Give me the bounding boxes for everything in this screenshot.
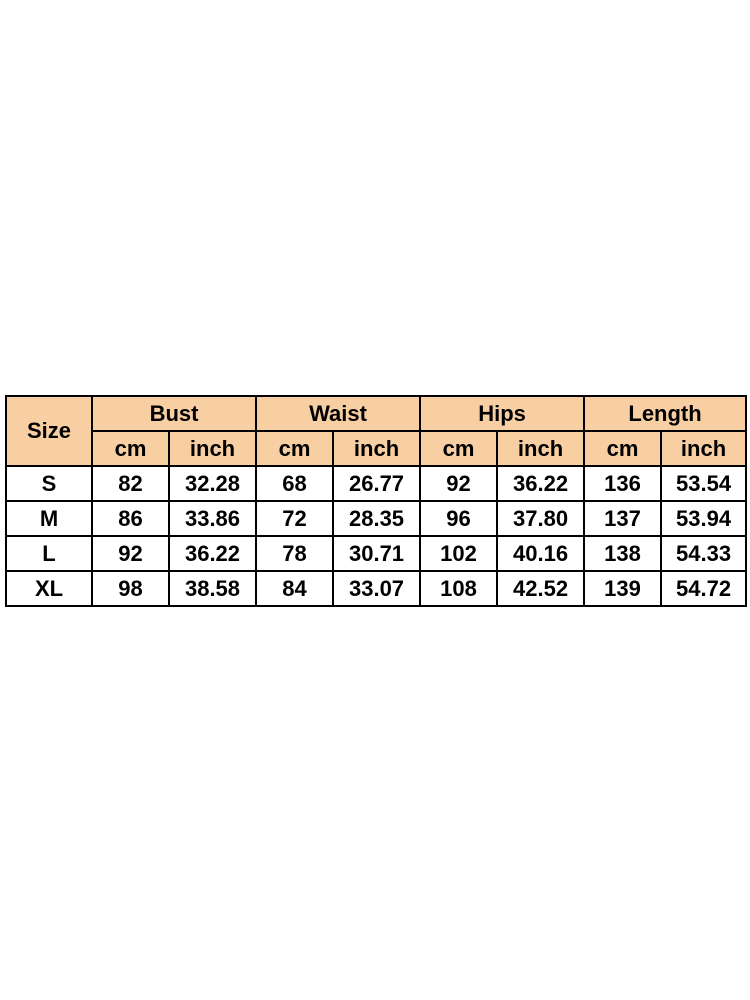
table-row-xl: [6, 571, 746, 606]
unit-header-length-inch: inch: [661, 431, 746, 466]
table-cell: 33.86: [169, 501, 256, 536]
table-cell: 38.58: [169, 571, 256, 606]
table-cell: 92: [92, 536, 169, 571]
group-header-hips: Hips: [420, 396, 584, 431]
unit-header-row: [6, 431, 746, 466]
table-cell: 54.72: [661, 571, 746, 606]
table-cell: 108: [420, 571, 497, 606]
table-row-l: [6, 536, 746, 571]
table-cell: 92: [420, 466, 497, 501]
table-cell: 72: [256, 501, 333, 536]
group-header-row: [6, 396, 746, 431]
table-cell: 68: [256, 466, 333, 501]
unit-header-hips-inch: inch: [497, 431, 584, 466]
group-header-waist: Waist: [256, 396, 420, 431]
table-row-m: [6, 501, 746, 536]
table-cell: 138: [584, 536, 661, 571]
unit-header-waist-cm: cm: [256, 431, 333, 466]
unit-header-bust-cm: cm: [92, 431, 169, 466]
table-cell: 137: [584, 501, 661, 536]
table-cell: 53.94: [661, 501, 746, 536]
table-cell: 54.33: [661, 536, 746, 571]
table-cell: 40.16: [497, 536, 584, 571]
table-cell: 36.22: [497, 466, 584, 501]
group-header-bust: Bust: [92, 396, 256, 431]
table-cell: 26.77: [333, 466, 420, 501]
table-cell: 84: [256, 571, 333, 606]
group-header-length: Length: [584, 396, 746, 431]
table-cell: 30.71: [333, 536, 420, 571]
size-header: Size: [6, 396, 92, 466]
unit-header-bust-inch: inch: [169, 431, 256, 466]
table-cell: 98: [92, 571, 169, 606]
table-cell: 136: [584, 466, 661, 501]
table-cell: 78: [256, 536, 333, 571]
size-chart-table: [5, 395, 747, 607]
table-cell: 53.54: [661, 466, 746, 501]
table-cell: 82: [92, 466, 169, 501]
table-cell: 42.52: [497, 571, 584, 606]
size-cell: M: [6, 501, 92, 536]
unit-header-length-cm: cm: [584, 431, 661, 466]
table-cell: 86: [92, 501, 169, 536]
unit-header-waist-inch: inch: [333, 431, 420, 466]
table-cell: 102: [420, 536, 497, 571]
table-row-s: [6, 466, 746, 501]
table-cell: 28.35: [333, 501, 420, 536]
table-cell: 37.80: [497, 501, 584, 536]
table-cell: 36.22: [169, 536, 256, 571]
table-cell: 96: [420, 501, 497, 536]
table-cell: 32.28: [169, 466, 256, 501]
size-cell: S: [6, 466, 92, 501]
unit-header-hips-cm: cm: [420, 431, 497, 466]
size-cell: L: [6, 536, 92, 571]
table-cell: 139: [584, 571, 661, 606]
table-cell: 33.07: [333, 571, 420, 606]
size-cell: XL: [6, 571, 92, 606]
